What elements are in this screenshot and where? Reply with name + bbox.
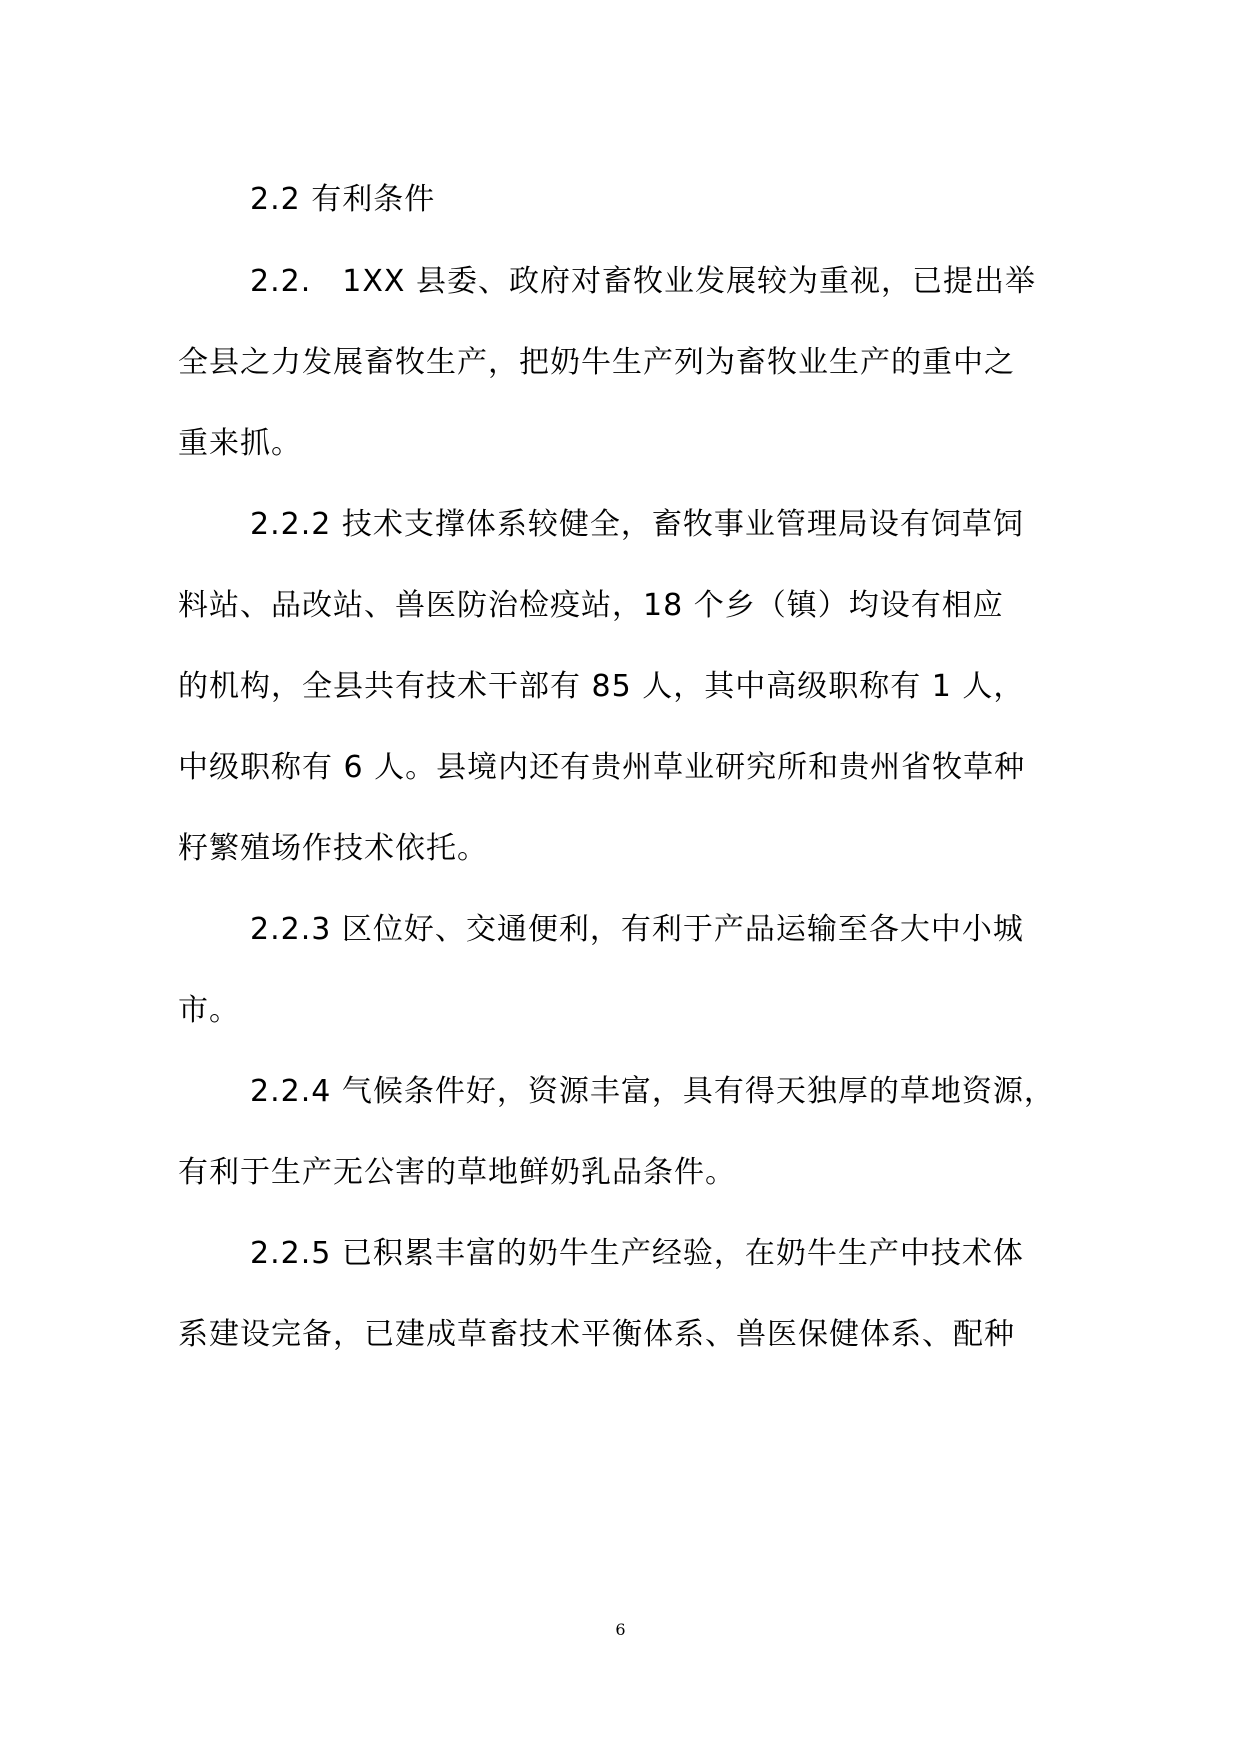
paragraph-2-line-4: 中级职称有 6 人。县境内还有贵州草业研究所和贵州省牧草种 [178,750,1026,785]
paragraph-1-line-3: 重来抓。 [178,426,302,461]
paragraph-5-line-1: 2.2.5 已积累丰富的奶牛生产经验，在奶牛生产中技术体 [250,1236,1024,1271]
paragraph-2-line-1: 2.2.2 技术支撑体系较健全，畜牧事业管理局设有饲草饲 [250,507,1024,542]
paragraph-2-line-3: 的机构，全县共有技术干部有 85 人，其中高级职称有 1 人， [178,669,1025,704]
paragraph-4-line-2: 有利于生产无公害的草地鲜奶乳品条件。 [178,1155,736,1190]
paragraph-3-line-1: 2.2.3 区位好、交通便利，有利于产品运输至各大中小城 [250,912,1024,947]
paragraph-5-line-2: 系建设完备，已建成草畜技术平衡体系、兽医保健体系、配种 [178,1317,1015,1352]
page-number: 6 [615,1620,626,1639]
paragraph-2-line-2: 料站、品改站、兽医防治检疫站，18 个乡（镇）均设有相应 [178,588,1004,623]
paragraph-1-line-2: 全县之力发展畜牧生产，把奶牛生产列为畜牧业生产的重中之 [178,345,1015,380]
paragraph-3-line-2: 市。 [178,993,240,1028]
paragraph-4-line-1: 2.2.4 气候条件好，资源丰富，具有得天独厚的草地资源， [250,1074,1055,1109]
paragraph-2-line-5: 籽繁殖场作技术依托。 [178,831,488,866]
section-heading: 2.2 有利条件 [250,182,436,217]
paragraph-1-line-1: 2.2. 1XX 县委、政府对畜牧业发展较为重视，已提出举 [250,264,1036,299]
